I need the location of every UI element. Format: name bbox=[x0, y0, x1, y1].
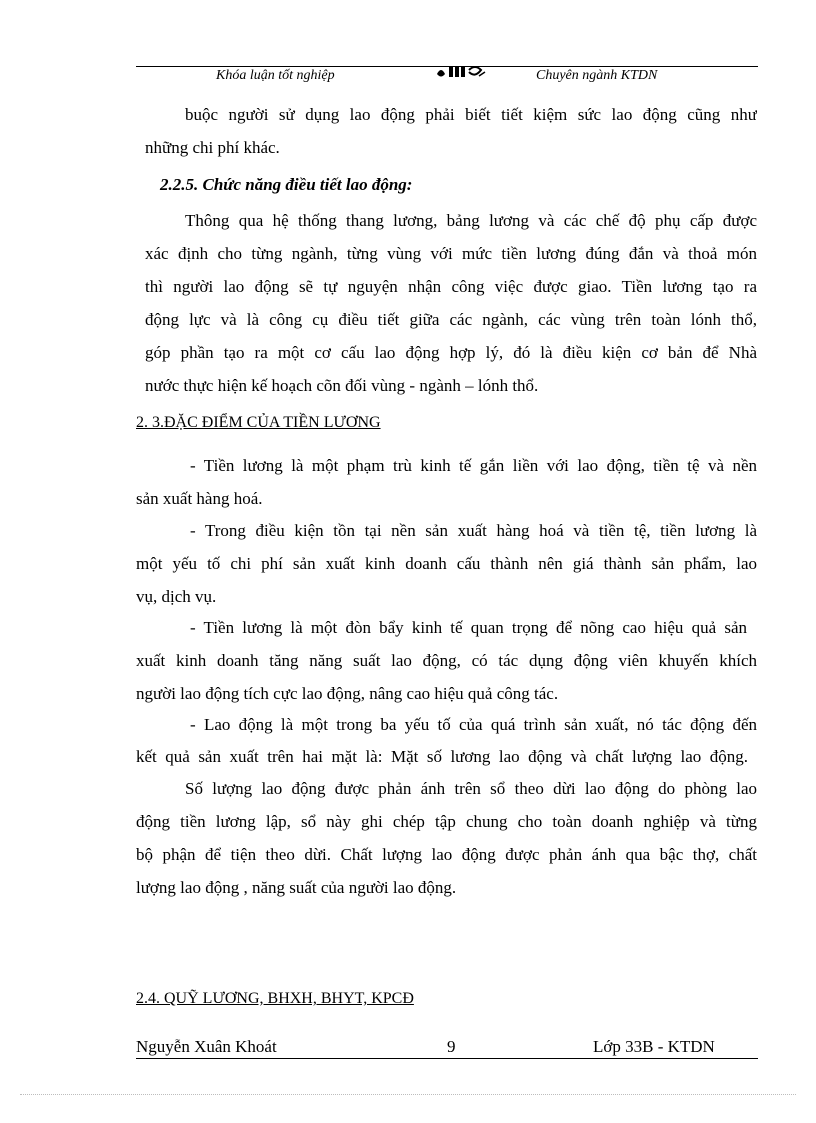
bullet-line: sản xuất hàng hoá. bbox=[136, 489, 263, 508]
body-line: Số lượng lao động được phản ánh trên sổ theo dừi lao động do phòng lao bbox=[185, 779, 757, 798]
body-line: nước thực hiện kế hoạch cõn đối vùng - ngành – lónh thổ. bbox=[145, 376, 539, 395]
bullet-line: - Trong điều kiện tồn tại nền sản xuất hàng hoá và tiền tệ, tiền lương là bbox=[190, 521, 757, 540]
body-line: xác định cho từng ngành, từng vùng với mức tiền lương đúng đắn và thoả món bbox=[145, 244, 757, 263]
body-line: động tiền lương lập, sổ này ghi chép tập chung cho toàn doanh nghiệp và từng bbox=[136, 812, 757, 831]
footer-page-number: 9 bbox=[447, 1037, 456, 1056]
decorative-flourish-icon bbox=[435, 64, 487, 80]
bullet-line: - Tiền lương là một đòn bẩy kinh tế quan trọng để nõng cao hiệu quả sản bbox=[190, 618, 747, 637]
body-line: động lực và là công cụ điều tiết giữa các ngành, các vùng trên toàn lónh thổ, bbox=[145, 310, 757, 329]
section-heading-2-4: 2.4. QUỸ LƯƠNG, BHXH, BHYT, KPCĐ bbox=[136, 990, 414, 1007]
bullet-line: kết quả sản xuất trên hai mặt là: Mặt số lương lao động và chất lượng lao động. bbox=[136, 747, 748, 766]
footer-author: Nguyễn Xuân Khoát bbox=[136, 1037, 277, 1056]
footer-rule bbox=[136, 1058, 758, 1059]
bullet-line: xuất kinh doanh tăng năng suất lao động, có tác dụng động viên khuyến khích bbox=[136, 651, 757, 670]
body-line: bộ phận để tiện theo dừi. Chất lượng lao động được phản ánh qua bậc thợ, chất bbox=[136, 845, 757, 864]
bullet-line: - Tiền lương là một phạm trù kinh tế gắn liền với lao động, tiền tệ và nền bbox=[190, 456, 757, 475]
footer-class: Lớp 33B - KTDN bbox=[593, 1037, 715, 1056]
bullet-line: vụ, dịch vụ. bbox=[136, 587, 217, 606]
section-heading-2-2-5: 2.2.5. Chức năng điều tiết lao động: bbox=[160, 175, 413, 194]
page-edge-divider bbox=[20, 1094, 796, 1095]
body-line: buộc người sử dụng lao động phải biết tiết kiệm sức lao động cũng như bbox=[185, 105, 757, 124]
bullet-line: người lao động tích cực lao động, nâng cao hiệu quả công tác. bbox=[136, 684, 559, 703]
body-line: lượng lao động , năng suất của người lao động. bbox=[136, 878, 457, 897]
body-line: những chi phí khác. bbox=[145, 138, 280, 157]
bullet-line: - Lao động là một trong ba yếu tố của quá trình sản xuất, nó tác động đến bbox=[190, 715, 757, 734]
body-line: góp phần tạo ra một cơ cấu lao động hợp lý, đó là điều kiện cơ bản để Nhà bbox=[145, 343, 757, 362]
header-left-text: Khóa luận tốt nghiệp bbox=[216, 68, 335, 83]
section-heading-2-3: 2. 3.ĐẶC ĐIỂM CỦA TIỀN LƯƠNG bbox=[136, 414, 381, 431]
body-line: thì người lao động sẽ tự nguyện nhận công việc được giao. Tiền lương tạo ra bbox=[145, 277, 757, 296]
body-line: Thông qua hệ thống thang lương, bảng lương và các chế độ phụ cấp được bbox=[185, 211, 757, 230]
bullet-line: một yếu tố chi phí sản xuất kinh doanh cấu thành nên giá thành sản phẩm, lao bbox=[136, 554, 757, 573]
header-right-text: Chuyên ngành KTDN bbox=[536, 68, 658, 83]
